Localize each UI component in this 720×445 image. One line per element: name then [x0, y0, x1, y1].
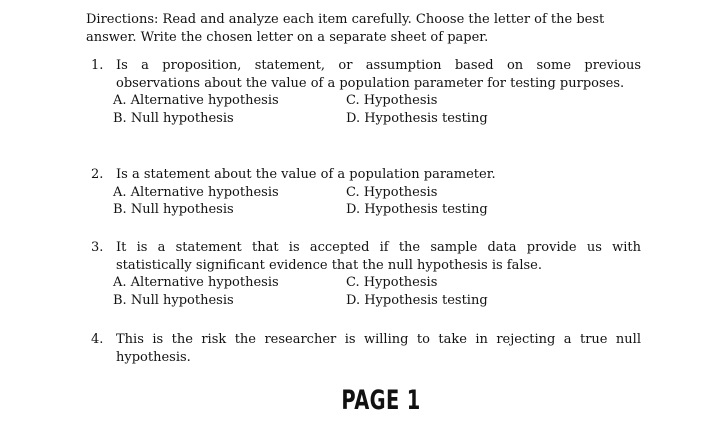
question-number: 3. [91, 240, 104, 255]
option-c: C. Hypothesis [346, 93, 438, 108]
question-number: 1. [91, 58, 104, 73]
option-d: D. Hypothesis testing [346, 202, 488, 217]
option-d: D. Hypothesis testing [346, 110, 488, 126]
page-label: PAGE 1 [341, 385, 421, 416]
option-b: B. Null hypothesis [113, 202, 234, 217]
answer-options [113, 184, 641, 219]
question-text: It is a statement that is accepted if the sample data provide us with statistically significant evidence that the null hypothesis is false. [116, 240, 641, 273]
option-a: A. Alternative hypothesis [113, 93, 279, 108]
question-number: 2. [91, 167, 104, 182]
option-a: A. Alternative hypothesis [113, 184, 279, 200]
option-a: A. Alternative hypothesis [113, 275, 279, 290]
answer-options [113, 92, 641, 127]
question-2 [91, 166, 641, 219]
option-c: C. Hypothesis [346, 275, 438, 290]
option-c: C. Hypothesis [346, 184, 438, 200]
option-b: B. Null hypothesis [113, 292, 234, 308]
question-number: 4. [91, 332, 104, 347]
question-1 [91, 57, 641, 127]
question-text: Is a statement about the value of a population parameter. [116, 167, 496, 182]
option-d: D. Hypothesis testing [346, 292, 488, 308]
option-b: B. Null hypothesis [113, 110, 234, 126]
question-text: Is a proposition, statement, or assumption based on some previous observations about the value of a population parameter for testing purposes. [116, 58, 641, 91]
question-4 [91, 331, 641, 366]
question-text: This is the risk the researcher is willing to take in rejecting a true null hypothesis. [116, 332, 641, 365]
question-3 [91, 239, 641, 309]
answer-options [113, 274, 641, 309]
directions-text: Directions: Read and analyze each item carefully. Choose the letter of the best answer. Write the chosen letter on a separate sheet of paper. [86, 12, 605, 45]
